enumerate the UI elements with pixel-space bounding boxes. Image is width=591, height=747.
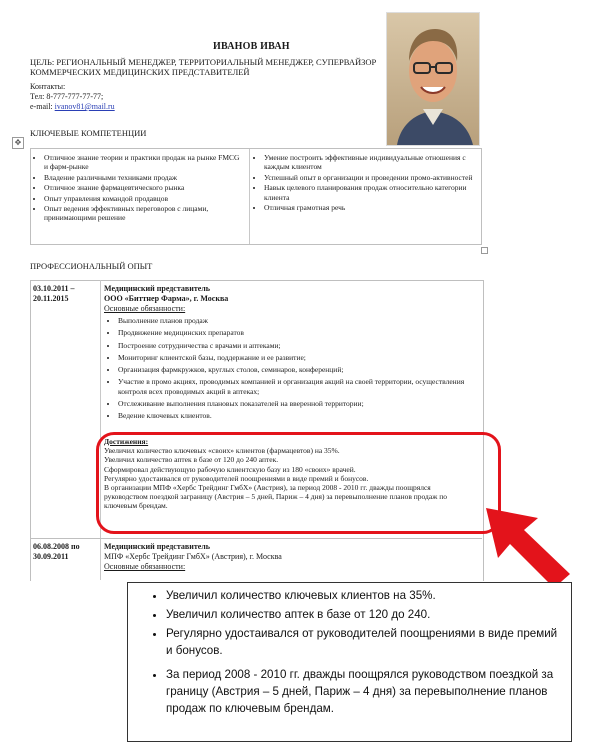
competencies-right-column xyxy=(253,153,477,213)
competency-item: • Опыт управления командой продавцов xyxy=(44,194,245,203)
zoomed-achievements-callout xyxy=(127,582,572,742)
competency-item: • Опыт ведения эффективных переговоров с лицами, принимающими решение xyxy=(44,204,245,223)
job-date-to: 20.11.2015 xyxy=(33,294,69,303)
achievements-label: Достижения: xyxy=(104,437,149,446)
contacts-label: Контакты: xyxy=(30,82,66,91)
duty-item: • Отслеживание выполнения плановых показателей на вверенной территории; xyxy=(118,399,474,408)
zoom-item: • Увеличил количество ключевых клиентов на 35%. xyxy=(166,587,565,604)
achievement-item: В организации МПФ «Хербс Трейдинг ГмбХ» (Австрия), за период 2008 - 2010 гг. дважды поощрялся руководством поездкой заграницу (Австрия – 5 дней, Париж – 4 дня) за перевыполнение планов продаж по ключевым брендам. xyxy=(104,483,448,511)
duty-item: • Ведение ключевых клиентов. xyxy=(118,411,474,420)
competencies-left-column xyxy=(33,153,245,224)
competency-item: • Владение различными техниками продаж xyxy=(44,173,245,182)
zoom-item: • За период 2008 - 2010 гг. дважды поощрялся руководством поездкой за границу (Австрия – 5 дней, Париж – 4 дня) за перевыполнение планов продаж по ключевым брендам. xyxy=(166,666,565,717)
duty-item: • Продвижение медицинских препаратов xyxy=(118,328,474,337)
competency-item: • Умение построить эффективные индивидуальные отношения с каждым клиентом xyxy=(264,153,477,172)
achievement-item: Увеличил количество аптек в базе от 120 до 240 аптек. xyxy=(104,455,279,465)
red-arrow-icon xyxy=(478,500,578,590)
duty-item: • Участие в промо акциях, проводимых компанией и организация акций на своей территории, осуществления контроля всех проводимых акций в аптеках; xyxy=(118,377,474,396)
table-move-handle-icon[interactable]: ✥ xyxy=(12,137,24,149)
competencies-title: КЛЮЧЕВЫЕ КОМПЕТЕНЦИИ xyxy=(30,128,147,138)
job-header xyxy=(104,284,228,314)
competencies-table xyxy=(30,148,482,245)
duties-list xyxy=(104,316,474,424)
competency-item: • Навык целевого планирования продаж относительно категории клиента xyxy=(264,183,477,202)
job-header xyxy=(104,542,282,572)
experience-column-divider xyxy=(100,280,101,580)
job-date-from: 03.10.2011 – xyxy=(33,284,75,293)
highlight-oval xyxy=(96,432,501,534)
competency-item: • Успешный опыт в организации и проведении промо-активностей xyxy=(264,173,477,182)
man-portrait-image xyxy=(387,13,479,145)
phone-text: Тел: 8-777-777-77-77; xyxy=(30,92,104,101)
job-company: МПФ «Хербс Трейдинг ГмбХ» (Австрия), г. Москва xyxy=(104,552,282,561)
job-dates xyxy=(33,284,75,304)
contacts-block xyxy=(30,82,115,112)
achievement-item: Увеличил количество ключевых «своих» клиентов (фармацевтов) на 35%. xyxy=(104,446,340,456)
email-link[interactable]: ivanov81@mail.ru xyxy=(54,102,115,111)
duties-label: Основные обязанности: xyxy=(104,562,186,571)
email-label: e-mail: xyxy=(30,102,53,111)
profile-photo xyxy=(386,12,480,146)
duty-item: • Организация фармкружков, круглых столов, семинаров, конференций; xyxy=(118,365,474,374)
job-date-to: 30.09.2011 xyxy=(33,552,69,561)
job-position: Медицинский представитель xyxy=(104,542,211,551)
competency-item: • Отличное знание фармацевтического рынка xyxy=(44,183,245,192)
duty-item: • Выполнение планов продаж xyxy=(118,316,474,325)
competency-item: • Отличное знание теории и практики продаж на рынке FMCG и фарм-рынке xyxy=(44,153,245,172)
job-date-from: 06.08.2008 по xyxy=(33,542,80,551)
achievement-item: Сформировал действующую рабочую клиентскую базу из 180 «своих» врачей. xyxy=(104,464,356,474)
experience-title: ПРОФЕССИОНАЛЬНЫЙ ОПЫТ xyxy=(30,261,153,271)
candidate-name: ИВАНОВ ИВАН xyxy=(213,41,290,52)
table-resize-handle-icon[interactable] xyxy=(481,247,488,254)
zoom-item: • Регулярно удостаивался от руководителей поощрениями в виде премий и бонусов. xyxy=(166,625,565,659)
career-goal: ЦЕЛЬ: РЕГИОНАЛЬНЫЙ МЕНЕДЖЕР, ТЕРРИТОРИАЛЬНЫЙ МЕНЕДЖЕР, СУПЕРВАЙЗОР КОММЕРЧЕСКИХ МЕДИЦИНСКИХ ПРЕДСТАВИТЕЛЕЙ xyxy=(30,57,377,77)
duties-label: Основные обязанности: xyxy=(104,304,186,313)
job-company: ООО «Биттнер Фарма», г. Москва xyxy=(104,294,229,303)
table-column-divider xyxy=(249,149,250,244)
job-position: Медицинский представитель xyxy=(104,284,211,293)
competency-item: • Отличная грамотная речь xyxy=(264,203,477,212)
duty-item: • Мониторинг клиентской базы, поддержание и ее развитие; xyxy=(118,353,474,362)
email-line xyxy=(30,102,115,112)
duty-item: • Построение сотрудничества с врачами и аптеками; xyxy=(118,341,474,350)
table-row-divider xyxy=(30,538,482,539)
zoom-item: • Увеличил количество аптек в базе от 120 до 240. xyxy=(166,606,565,623)
achievement-item: Регулярно удостаивался от руководителей поощрениями в виде премий и бонусов. xyxy=(104,473,369,483)
job-dates xyxy=(33,542,80,562)
